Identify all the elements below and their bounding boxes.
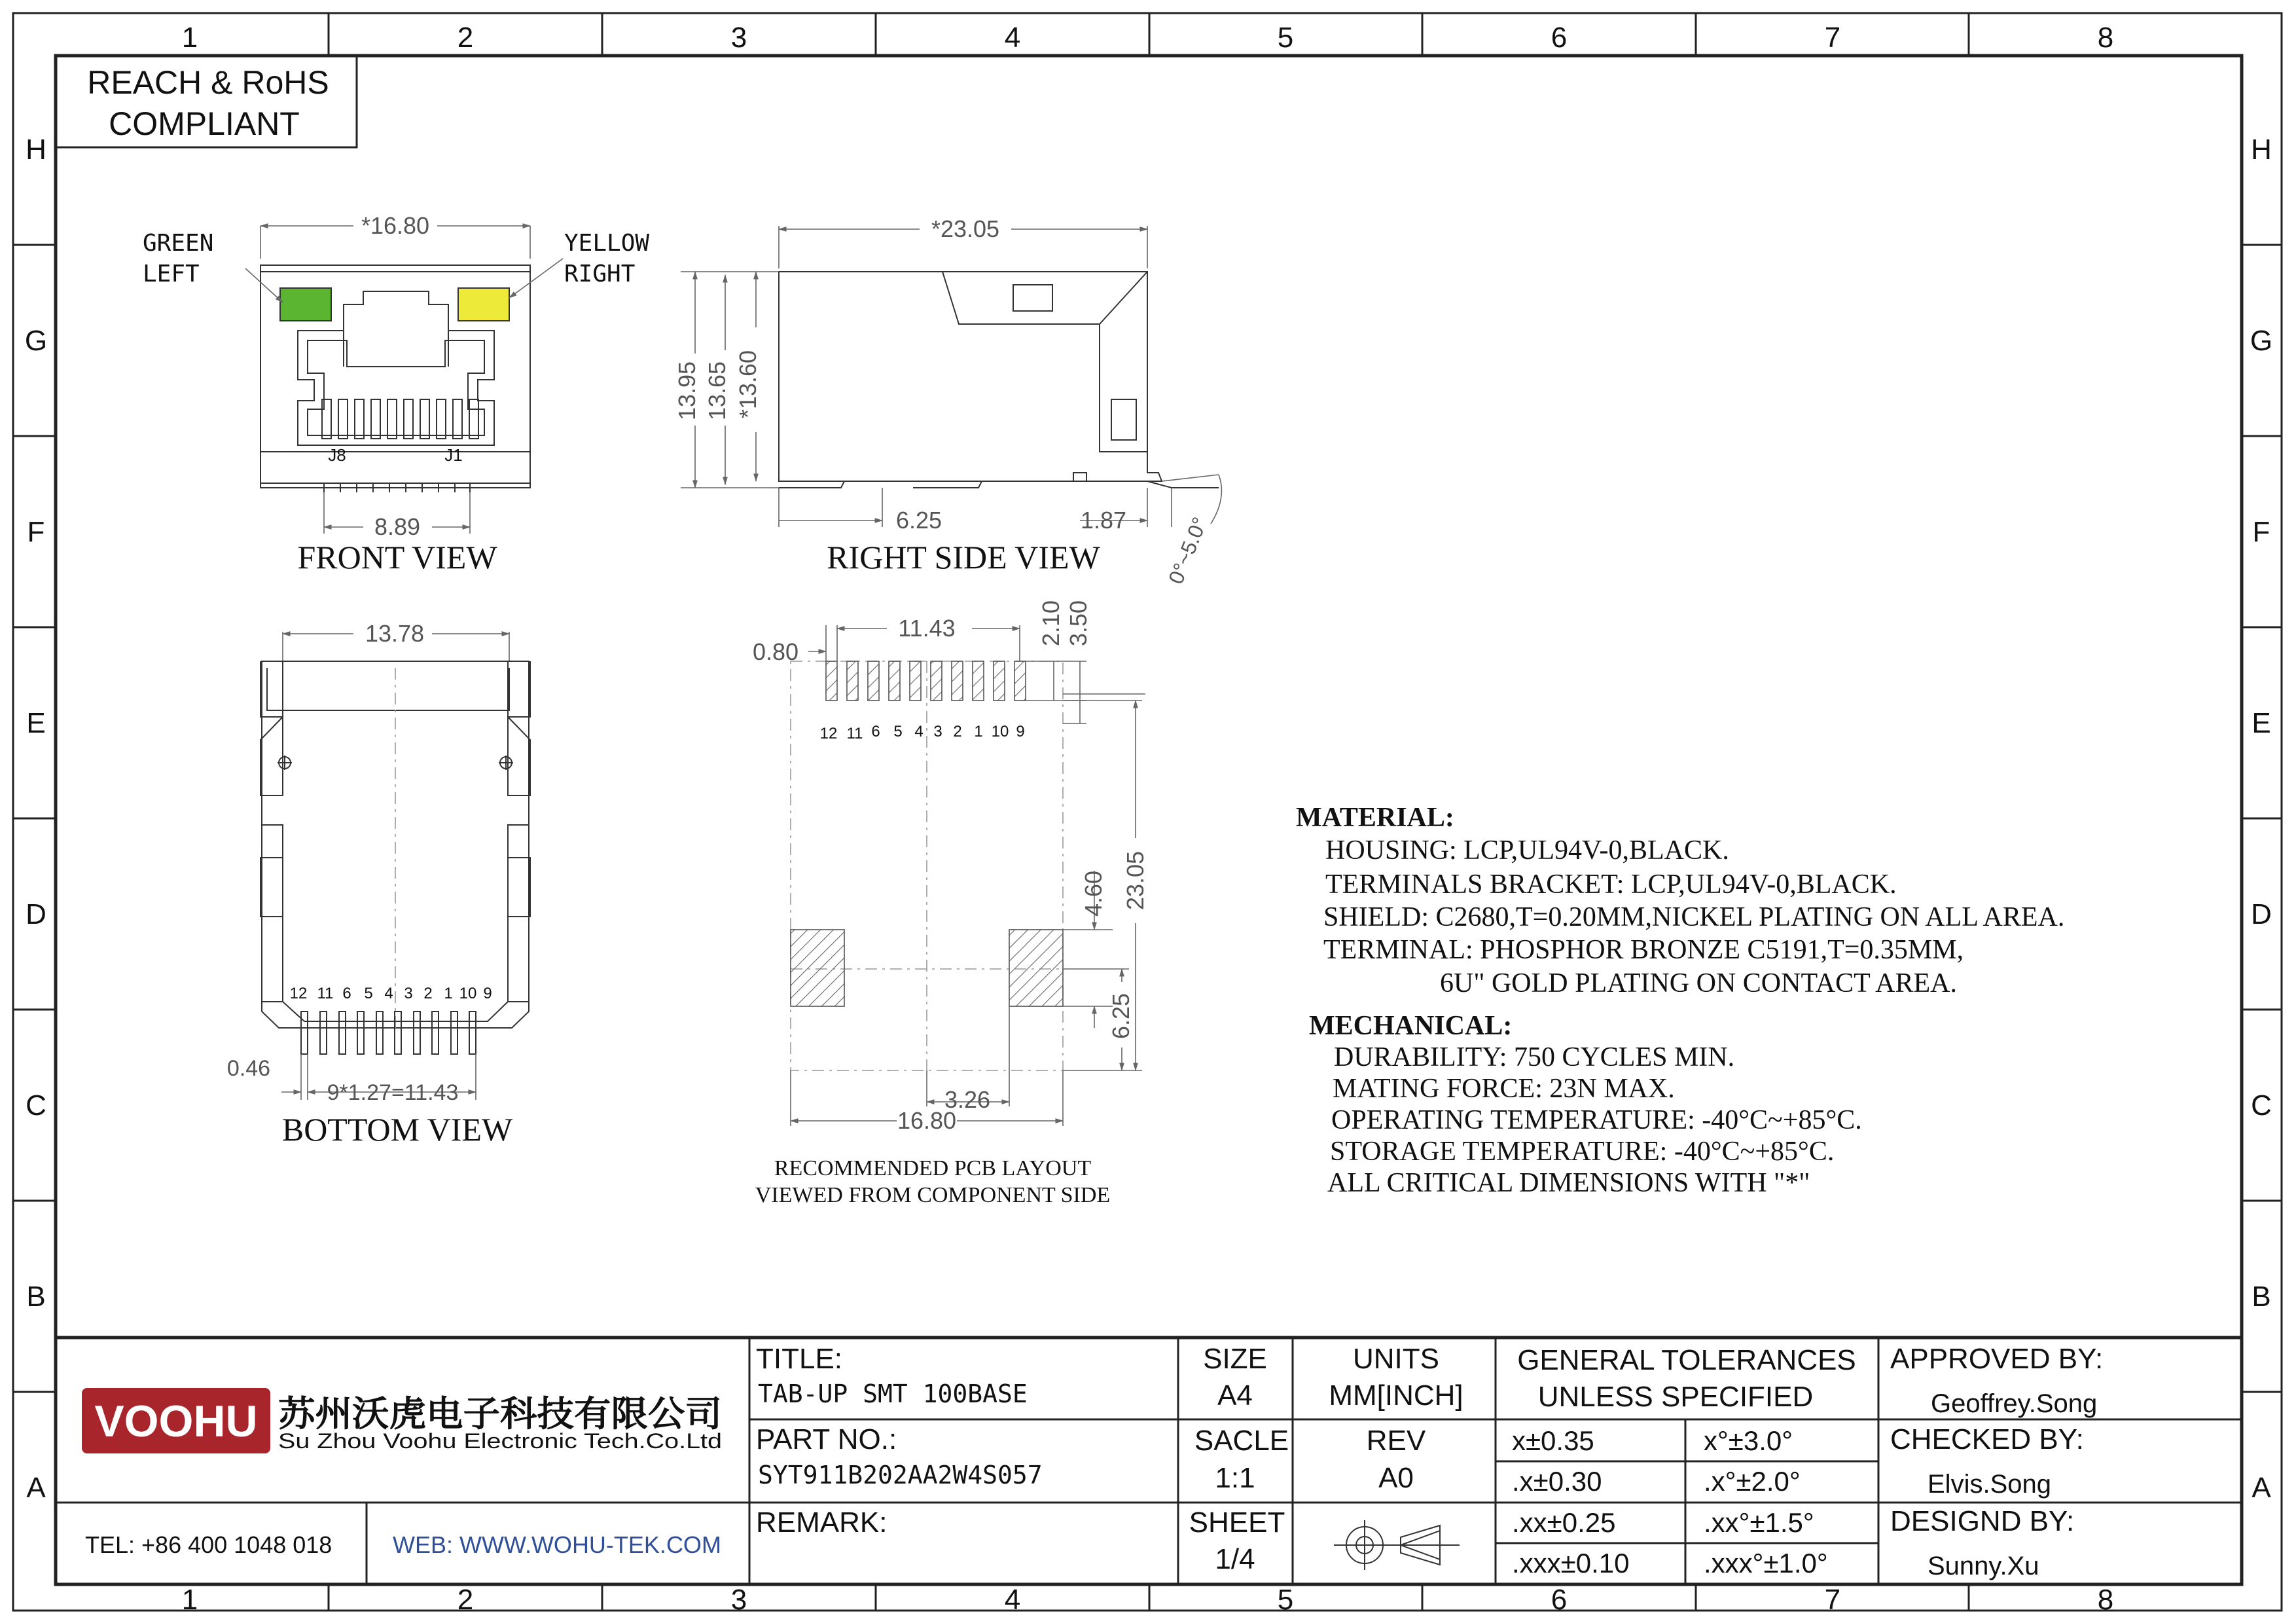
side-height-dim-1: 13.95: [673, 361, 700, 421]
pcb-caption-line-2: VIEWED FROM COMPONENT SIDE: [755, 1183, 1111, 1207]
col-label-top: 3: [730, 22, 747, 54]
mechanical-line: STORAGE TEMPERATURE: -40°C~+85°C.: [1330, 1137, 1835, 1167]
bottom-pin-label: 11: [317, 985, 334, 1002]
front-width-dim: *16.80: [361, 212, 430, 239]
col-label-top: 2: [457, 22, 474, 54]
col-label-bottom: 1: [181, 1584, 198, 1616]
row-label-left: E: [26, 707, 46, 739]
company-name-cn: 苏州沃虎电子科技有限公司: [278, 1395, 722, 1434]
front-pin-label-j8: J8: [328, 445, 346, 465]
bottom-pin-label: 10: [459, 985, 477, 1002]
pcb-dim-3-50: 3.50: [1065, 600, 1092, 647]
notes: [1296, 803, 2064, 1198]
pcb-dim-23-05: 23.05: [1122, 850, 1149, 911]
tolerance-heading-1: GENERAL TOLERANCES: [1517, 1344, 1856, 1376]
col-label-top: 8: [2097, 22, 2114, 54]
checked-value: Elvis.Song: [1928, 1470, 2051, 1499]
pcb-pad-label: 9: [1016, 723, 1025, 740]
remark-label: REMARK:: [756, 1506, 888, 1539]
part-label: PART NO.:: [756, 1423, 897, 1455]
compliance-line-1: REACH & RoHS: [87, 64, 329, 101]
row-label-right: G: [2250, 325, 2273, 357]
company-name-en: Su Zhou Voohu Electronic Tech.Co.Ltd: [278, 1429, 722, 1453]
mechanical-line: DURABILITY: 750 CYCLES MIN.: [1334, 1042, 1735, 1072]
col-label-top: 6: [1551, 22, 1568, 54]
approved-value: Geoffrey.Song: [1931, 1389, 2098, 1418]
green-led-color-label: GREEN: [143, 230, 214, 257]
col-label-bottom: 4: [1004, 1584, 1021, 1616]
row-label-left: D: [26, 898, 46, 930]
side-dim-1-87: 1.87: [1080, 507, 1127, 534]
yellow-led-side-label: RIGHT: [564, 261, 636, 287]
col-label-top: 1: [181, 22, 198, 54]
tolerance-linear: .x±0.30: [1512, 1466, 1602, 1497]
mechanical-line: MATING FORCE: 23N MAX.: [1333, 1074, 1675, 1104]
bottom-view-title: BOTTOM VIEW: [281, 1111, 513, 1148]
pcb-right-mount-pad: [1009, 930, 1063, 1006]
green-led-icon: [280, 288, 331, 321]
row-label-left: B: [26, 1281, 46, 1313]
side-height-dim-2: 13.65: [704, 361, 730, 421]
pcb-signal-pads: [826, 661, 1026, 701]
tolerance-angular: .xx°±1.5°: [1704, 1507, 1814, 1538]
web: WEB: WWW.WOHU-TEK.COM: [393, 1531, 721, 1558]
row-label-left: C: [26, 1089, 46, 1122]
tolerance-angular: .xxx°±1.0°: [1704, 1548, 1828, 1578]
rev-label: REV: [1366, 1425, 1426, 1457]
right-side-view: [673, 215, 1221, 587]
tel: TEL: +86 400 1048 018: [85, 1531, 332, 1558]
pcb-layout: [753, 600, 1149, 1207]
row-label-right: A: [2251, 1472, 2271, 1504]
col-label-bottom: 2: [457, 1584, 474, 1616]
pcb-pad-label: 10: [991, 723, 1009, 740]
size-label: SIZE: [1203, 1343, 1267, 1375]
col-label-bottom: 8: [2097, 1584, 2114, 1616]
material-heading: MATERIAL:: [1296, 803, 1454, 833]
tolerance-linear: .xxx±0.10: [1512, 1548, 1630, 1578]
pcb-dim-3-26: 3.26: [944, 1086, 991, 1113]
bottom-pin-label: 2: [423, 985, 433, 1002]
col-label-top: 7: [1824, 22, 1841, 54]
mechanical-heading: MECHANICAL:: [1309, 1011, 1513, 1041]
pcb-pad-label: 2: [953, 723, 962, 740]
front-view-title: FRONT VIEW: [297, 539, 497, 575]
pcb-dim-2-10: 2.10: [1037, 600, 1064, 647]
pcb-dim-16-80: 16.80: [897, 1107, 957, 1134]
bottom-pin-label: 12: [289, 985, 308, 1002]
mechanical-line: OPERATING TEMPERATURE: -40°C~+85°C.: [1331, 1105, 1862, 1135]
third-angle-projection-icon: [1334, 1520, 1460, 1570]
tolerance-heading-2: UNLESS SPECIFIED: [1537, 1381, 1814, 1413]
col-label-bottom: 6: [1551, 1584, 1568, 1616]
row-label-right: F: [2252, 516, 2270, 548]
col-label-top: 5: [1277, 22, 1294, 54]
front-view: [143, 212, 649, 575]
units-label: UNITS: [1353, 1343, 1439, 1375]
title-value: TAB-UP SMT 100BASE: [758, 1379, 1028, 1408]
sheet-value: 1/4: [1215, 1543, 1255, 1575]
col-label-bottom: 5: [1277, 1584, 1294, 1616]
logo-text: VOOHU: [94, 1396, 258, 1446]
row-label-left: F: [27, 516, 45, 548]
bottom-pin-label: 4: [384, 985, 393, 1002]
pcb-pad-label: 6: [871, 723, 880, 740]
row-label-right: C: [2251, 1089, 2272, 1122]
units-value: MM[INCH]: [1329, 1379, 1463, 1412]
pcb-pad-label: 11: [846, 725, 863, 742]
pcb-pad-label: 1: [974, 723, 983, 740]
approved-label: APPROVED BY:: [1890, 1343, 2104, 1375]
col-label-bottom: 3: [730, 1584, 747, 1616]
row-label-left: A: [26, 1472, 46, 1504]
col-label-bottom: 7: [1824, 1584, 1841, 1616]
bottom-pin-label: 1: [444, 985, 453, 1002]
part-value: SYT911B202AA2W4S057: [758, 1461, 1043, 1489]
side-height-dim-3: *13.60: [734, 350, 761, 419]
title-block: [56, 1338, 2242, 1584]
bottom-pin-label: 6: [342, 985, 351, 1002]
designed-value: Sunny.Xu: [1928, 1552, 2039, 1580]
designed-label: DESIGND BY:: [1890, 1505, 2075, 1537]
pcb-caption-line-1: RECOMMENDED PCB LAYOUT: [774, 1156, 1092, 1180]
bottom-pin-offset-dim: 0.46: [226, 1056, 271, 1081]
tolerance-angular: .x°±2.0°: [1704, 1466, 1801, 1497]
material-line: SHIELD: C2680,T=0.20MM,NICKEL PLATING ON ALL AREA.: [1323, 902, 2065, 932]
material-line: TERMINAL: PHOSPHOR BRONZE C5191,T=0.35MM,: [1323, 935, 1964, 965]
tolerance-angular: x°±3.0°: [1704, 1425, 1793, 1456]
row-label-right: B: [2251, 1281, 2271, 1313]
compliance-box: [56, 56, 357, 147]
pcb-dim-6-25: 6.25: [1107, 993, 1134, 1040]
side-length-dim: *23.05: [931, 215, 1000, 242]
pcb-pad-width-dim: 0.80: [752, 638, 799, 665]
pcb-pad-label: 4: [914, 723, 924, 740]
pcb-dim-4-60: 4.60: [1080, 870, 1107, 917]
title-label: TITLE:: [756, 1343, 843, 1375]
pcb-pad-label: 5: [893, 723, 903, 740]
yellow-led-icon: [458, 288, 509, 321]
scale-label: SACLE: [1194, 1425, 1289, 1457]
material-line: HOUSING: LCP,UL94V-0,BLACK.: [1325, 835, 1729, 866]
pcb-pad-span-dim: 11.43: [898, 615, 956, 642]
row-label-right: E: [2251, 707, 2271, 739]
compliance-line-2: COMPLIANT: [109, 105, 300, 142]
col-label-top: 4: [1004, 22, 1021, 54]
front-pin-label-j1: J1: [444, 445, 463, 465]
rev-value: A0: [1378, 1462, 1414, 1494]
bottom-pin-label: 3: [404, 985, 413, 1002]
side-dim-6-25: 6.25: [895, 507, 942, 534]
pcb-left-mount-pad: [791, 930, 844, 1006]
front-pin-span-dim: 8.89: [374, 513, 421, 540]
material-line: TERMINALS BRACKET: LCP,UL94V-0,BLACK.: [1325, 869, 1897, 900]
pcb-pad-label: 12: [819, 725, 838, 742]
side-angle-dim: 0°~5.0°: [1164, 513, 1212, 588]
checked-label: CHECKED BY:: [1890, 1423, 2084, 1455]
mechanical-line: ALL CRITICAL DIMENSIONS WITH "*": [1327, 1168, 1810, 1198]
scale-value: 1:1: [1215, 1462, 1255, 1494]
bottom-width-dim: 13.78: [365, 620, 425, 647]
row-label-left: G: [24, 325, 48, 357]
row-label-right: H: [2251, 134, 2272, 166]
green-led-side-label: LEFT: [143, 261, 200, 287]
bottom-pin-label: 5: [364, 985, 373, 1002]
bottom-view: [227, 620, 530, 1148]
tolerance-linear: x±0.35: [1512, 1425, 1594, 1456]
bottom-pin-label: 9: [483, 985, 492, 1002]
yellow-led-color-label: YELLOW: [564, 230, 650, 257]
material-line: 6U" GOLD PLATING ON CONTACT AREA.: [1440, 968, 1958, 998]
row-label-left: H: [26, 134, 46, 166]
size-value: A4: [1217, 1379, 1253, 1412]
tolerance-linear: .xx±0.25: [1512, 1507, 1616, 1538]
right-side-view-title: RIGHT SIDE VIEW: [827, 539, 1100, 575]
pcb-pad-label: 3: [933, 723, 942, 740]
bottom-pin-pitch-dim: 9*1.27=11.43: [327, 1080, 459, 1105]
row-label-right: D: [2251, 898, 2272, 930]
sheet-label: SHEET: [1189, 1506, 1285, 1539]
